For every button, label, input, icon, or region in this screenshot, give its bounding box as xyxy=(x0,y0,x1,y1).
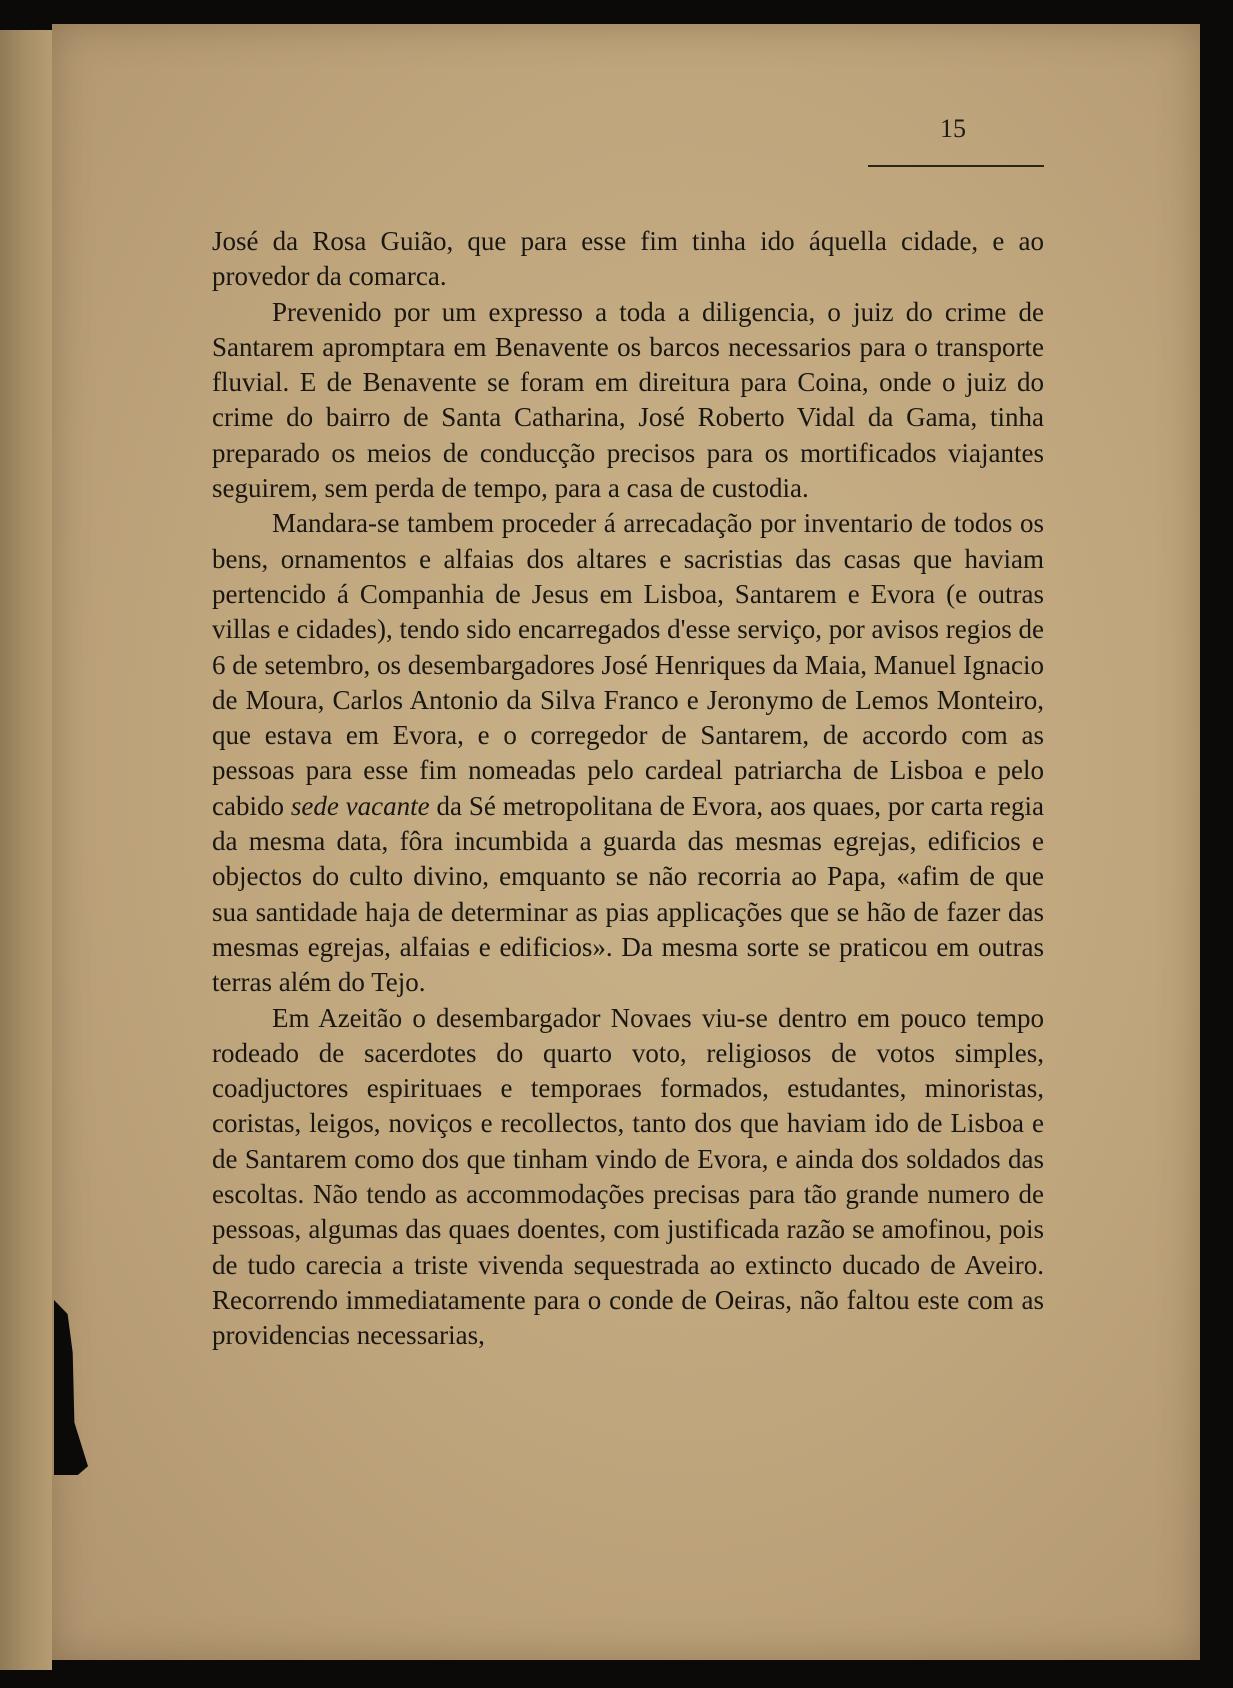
header-rule xyxy=(868,165,1044,167)
paragraph xyxy=(212,295,1044,507)
paragraph xyxy=(212,1001,1044,1354)
page-number: 15 xyxy=(940,114,966,143)
paragraph xyxy=(212,506,1044,1000)
paragraph-text: da Sé metropolitana de Evora, aos quaes, por carta regia da mesma data, fôra incumbida a guarda das mesmas egrejas, edificios e objectos do culto divino, emquanto se não recorria ao Papa, «afim de que sua santidade haja de determinar as pias applicações que se hão de fazer das mesmas egrejas, alfaias e edificios». Da mesma sorte se praticou em outras terras além do Tejo. xyxy=(212,790,1044,998)
paragraph xyxy=(212,224,1044,295)
paragraph-text: Mandara-se tambem proceder á arrecadação por inventario de todos os bens, ornamentos e alfaias dos altares e sacristias das casas que haviam pertencido á Companhia de Jesus em Lisboa, Santarem e Evora (e outras villas e cidades), tendo sido encarregados d'esse serviço, por avisos regios de 6 de setembro, os desembargadores José Henriques da Maia, Manuel Ignacio de Moura, Carlos Antonio da Silva Franco e Jeronymo de Lemos Monteiro, que estava em Evora, e o corregedor de Santarem, de accordo com as pessoas para esse fim nomeadas pelo cardeal patriarcha de Lisboa e pelo cabido xyxy=(212,508,1044,821)
body-text xyxy=(212,224,1044,1354)
italic-phrase: sede vacante xyxy=(290,790,430,821)
paragraph-text: Prevenido por um expresso a toda a diligencia, o juiz do crime de Santarem apromptara em Benavente os barcos necessarios para o transporte fluvial. E de Benavente se foram em direitura para Coina, onde o juiz do crime do bairro de Santa Catharina, José Roberto Vidal da Gama, tinha preparado os meios de conducção precisos para os mortificados viajantes seguirem, sem perda de tempo, para a casa de custodia. xyxy=(212,296,1044,504)
paragraph-text: Em Azeitão o desembargador Novaes viu-se dentro em pouco tempo rodeado de sacerdotes do quarto voto, religiosos de votos simples, coadjuctores espirituaes e temporaes formados, estudantes, minoristas, coristas, leigos, noviços e recollectos, tanto dos que haviam ido de Lisboa e de Santarem como dos que tinham vindo de Evora, e ainda dos soldados das escoltas. Não tendo as accommodações precisas para tão grande numero de pessoas, algumas das quaes doentes, com justificada razão se amofinou, pois de tudo carecia a triste vivenda sequestrada ao extincto ducado de Aveiro. Recorrendo immediatamente para o conde de Oeiras, não faltou este com as providencias necessarias, xyxy=(212,1002,1044,1351)
paragraph-text: José da Rosa Guião, que para esse fim tinha ido áquella cidade, e ao provedor da comarca. xyxy=(212,226,1044,292)
binding-edge xyxy=(0,30,52,1670)
book-page xyxy=(52,24,1200,1660)
